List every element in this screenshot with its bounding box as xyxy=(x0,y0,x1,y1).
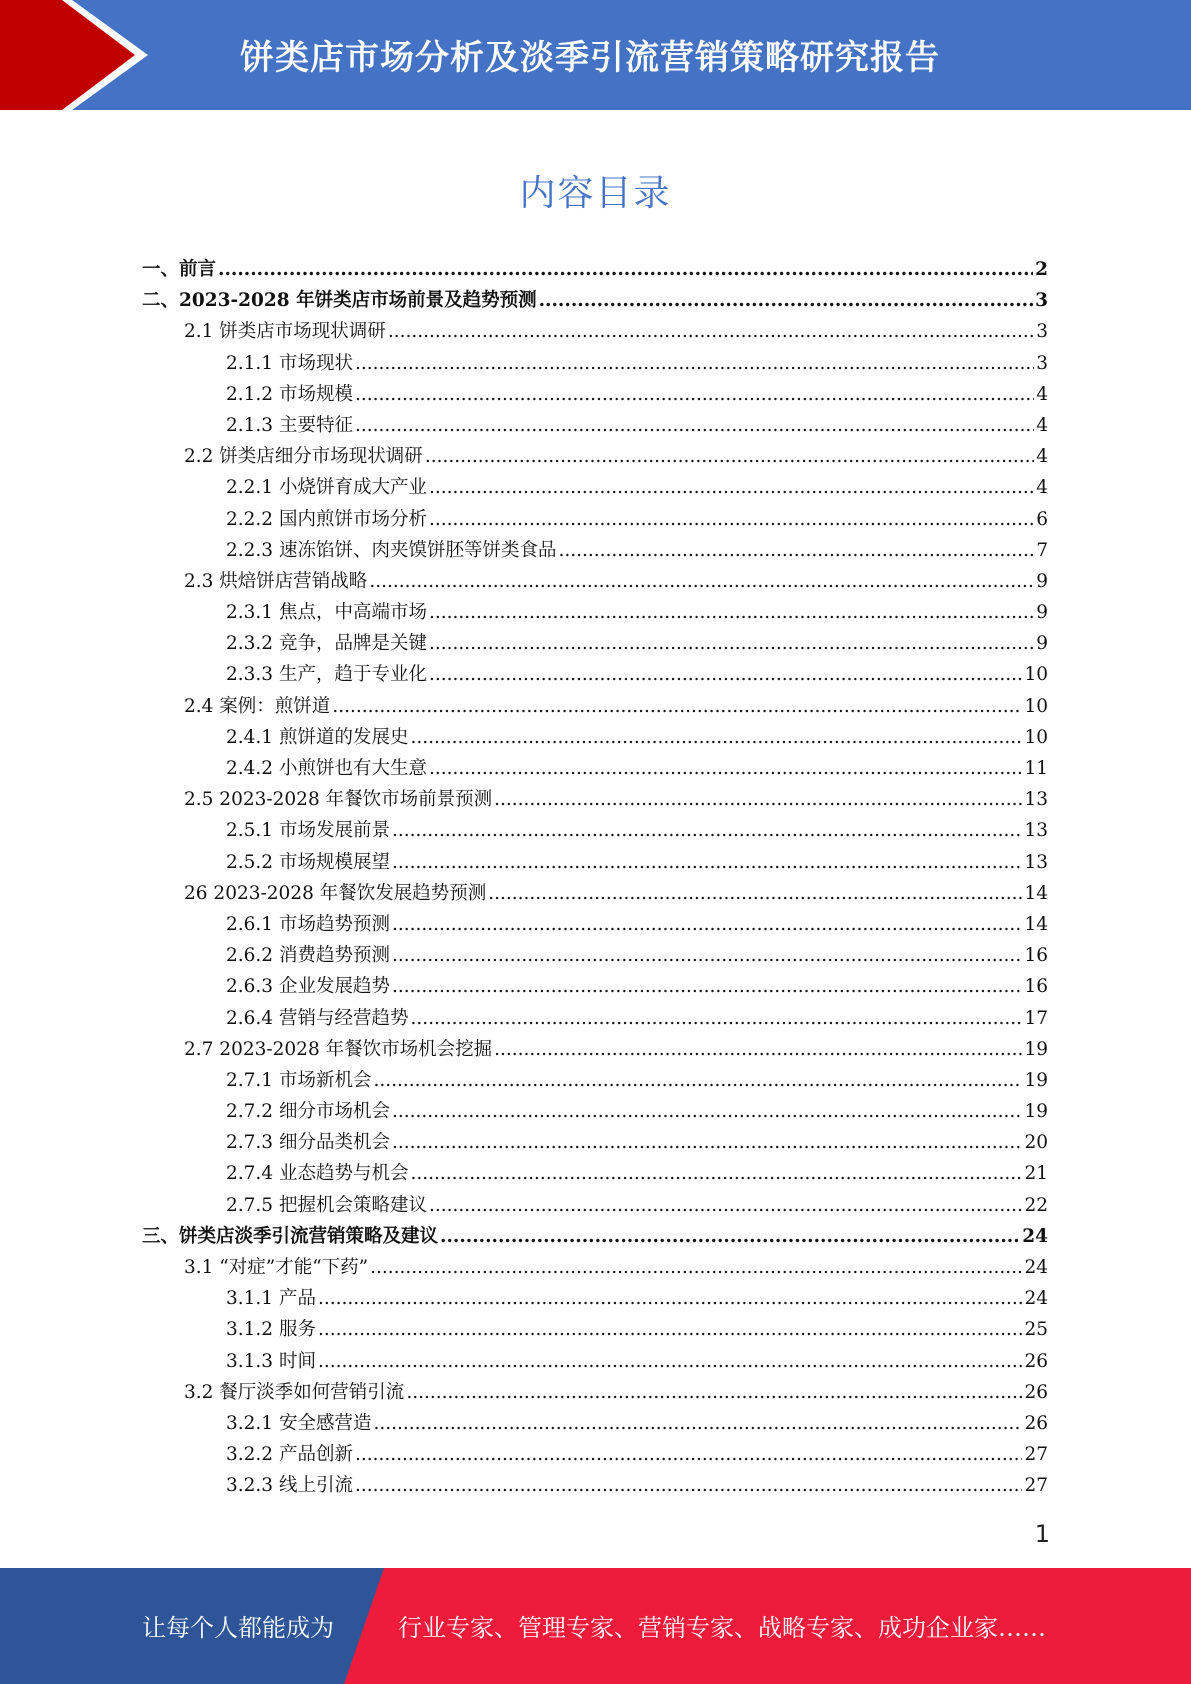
toc-entry[interactable] xyxy=(142,504,1048,535)
toc-dot-leader xyxy=(373,1408,1022,1439)
toc-entry-label: 2.2.3 速冻馅饼、肉夹馍饼胚等饼类食品 xyxy=(226,539,557,561)
toc-entry[interactable] xyxy=(142,1408,1048,1439)
toc-entry-label: 2.4.2 小煎饼也有大生意 xyxy=(226,758,427,779)
toc-entry-label: 2.1.2 市场规模 xyxy=(226,383,353,405)
toc-entry-page: 26 xyxy=(1024,1412,1048,1434)
toc-dot-leader xyxy=(318,1314,1023,1345)
toc-entry[interactable] xyxy=(142,410,1048,441)
toc-entry[interactable] xyxy=(142,285,1048,316)
toc-entry-page: 4 xyxy=(1036,383,1048,405)
toc-entry[interactable] xyxy=(142,1158,1048,1189)
toc-entry-label: 2.7.5 把握机会策略建议 xyxy=(226,1194,427,1216)
toc-entry-label: 二、2023-2028 年饼类店市场前景及趋势预测 xyxy=(142,290,537,312)
toc-entry-label: 2.3.2 竞争，品牌是关键 xyxy=(226,633,427,655)
toc-dot-leader xyxy=(429,472,1034,503)
toc-dot-leader xyxy=(494,784,1022,815)
toc-entry-page: 17 xyxy=(1024,1007,1048,1029)
toc-entry-label: 2.6.2 消费趋势预测 xyxy=(226,945,390,967)
toc-entry[interactable] xyxy=(142,940,1048,971)
toc-entry-page: 9 xyxy=(1036,602,1048,624)
toc-dot-leader xyxy=(558,535,1034,566)
toc-entry-page: 7 xyxy=(1036,539,1048,561)
toc-entry[interactable] xyxy=(142,379,1048,410)
toc-entry[interactable] xyxy=(142,1096,1048,1127)
toc-entry[interactable] xyxy=(142,348,1048,379)
toc-dot-leader xyxy=(318,1283,1023,1314)
toc-entry-page: 3 xyxy=(1036,352,1048,374)
toc-entry[interactable] xyxy=(142,691,1048,722)
toc-entry-page: 26 xyxy=(1024,1350,1048,1372)
toc-entry[interactable] xyxy=(142,1314,1048,1345)
toc-dot-leader xyxy=(494,1034,1022,1065)
toc-dot-leader xyxy=(392,1096,1022,1127)
toc-entry-label: 2.4.1 煎饼道的发展史 xyxy=(226,726,409,748)
toc-entry-label: 2.7 2023-2028 年餐饮市场机会挖掘 xyxy=(184,1038,493,1060)
toc-entry-label: 2.7.4 业态趋势与机会 xyxy=(226,1163,409,1185)
toc-entry[interactable] xyxy=(142,909,1048,940)
toc-entry-page: 4 xyxy=(1036,446,1048,468)
toc-entry-page: 13 xyxy=(1024,789,1048,811)
toc-entry[interactable] xyxy=(142,1252,1048,1283)
toc-dot-leader xyxy=(425,441,1034,472)
toc-entry-page: 14 xyxy=(1024,882,1048,904)
report-header xyxy=(0,0,1191,110)
footer-banner xyxy=(0,1568,1191,1684)
toc-entry[interactable] xyxy=(142,1439,1048,1470)
toc-entry-page: 24 xyxy=(1024,1288,1048,1310)
toc-entry-label: 2.6.4 营销与经营趋势 xyxy=(226,1007,409,1029)
toc-entry-page: 6 xyxy=(1036,508,1048,530)
toc-entry-page: 3 xyxy=(1036,321,1048,343)
toc-entry-label: 3.2.2 产品创新 xyxy=(226,1444,353,1466)
toc-entry[interactable] xyxy=(142,597,1048,628)
toc-dot-leader xyxy=(355,348,1034,379)
toc-dot-leader xyxy=(429,597,1034,628)
toc-dot-leader xyxy=(429,1190,1022,1221)
toc-entry-page: 20 xyxy=(1024,1132,1048,1154)
toc-entry-label: 2.6.3 企业发展趋势 xyxy=(226,976,390,998)
footer-expert-list: 行业专家、管理专家、营销专家、战略专家、成功企业家…… xyxy=(398,1614,1046,1642)
toc-entry-label: 2.3.1 焦点，中高端市场 xyxy=(226,602,427,624)
toc-dot-leader xyxy=(373,1065,1022,1096)
toc-entry-page: 10 xyxy=(1024,726,1048,748)
toc-entry-label: 2.5 2023-2028 年餐饮市场前景预测 xyxy=(184,789,493,811)
toc-entry-label: 2.2.1 小烧饼育成大产业 xyxy=(226,477,427,499)
toc-dot-leader xyxy=(392,815,1022,846)
toc-entry-label: 2.3.3 生产，趋于专业化 xyxy=(226,664,427,686)
toc-entry[interactable] xyxy=(142,316,1048,347)
toc-dot-leader xyxy=(410,722,1022,753)
toc-entry-label: 2.7.1 市场新机会 xyxy=(226,1069,372,1091)
toc-dot-leader xyxy=(355,1470,1023,1501)
toc-entry[interactable] xyxy=(142,659,1048,690)
toc-entry[interactable] xyxy=(142,784,1048,815)
toc-dot-leader xyxy=(429,628,1034,659)
toc-entry-page: 24 xyxy=(1024,1257,1048,1278)
toc-dot-leader xyxy=(369,566,1034,597)
toc-dot-leader xyxy=(429,504,1034,535)
toc-entry[interactable] xyxy=(142,472,1048,503)
toc-entry-page: 9 xyxy=(1036,633,1048,655)
toc-dot-leader xyxy=(392,1127,1022,1158)
toc-entry-label: 一、前言 xyxy=(142,259,217,280)
toc-entry[interactable] xyxy=(142,971,1048,1002)
toc-entry-page: 27 xyxy=(1024,1475,1048,1497)
toc-entry-page: 26 xyxy=(1024,1381,1048,1403)
toc-entry-page: 2 xyxy=(1035,259,1048,280)
toc-entry-label: 2.6.1 市场趋势预测 xyxy=(226,913,390,935)
toc-dot-leader xyxy=(392,847,1022,878)
table-of-contents xyxy=(142,254,1048,1502)
toc-entry-label: 2.2 饼类店细分市场现状调研 xyxy=(184,446,423,468)
toc-entry-label: 26 2023-2028 年餐饮发展趋势预测 xyxy=(184,882,487,904)
toc-entry[interactable] xyxy=(142,1346,1048,1377)
toc-entry-label: 3.1.1 产品 xyxy=(226,1288,316,1310)
toc-entry-page: 4 xyxy=(1036,477,1048,499)
toc-dot-leader xyxy=(355,1439,1023,1470)
toc-entry[interactable] xyxy=(142,1065,1048,1096)
footer-slogan: 让每个人都能成为 xyxy=(142,1614,334,1642)
toc-dot-leader xyxy=(392,909,1022,940)
toc-dot-leader xyxy=(429,659,1022,690)
toc-entry-label: 3.1.2 服务 xyxy=(226,1319,316,1341)
toc-dot-leader xyxy=(318,1346,1023,1377)
toc-entry-label: 3.1 “对症”才能“下药” xyxy=(184,1257,369,1278)
toc-entry-label: 2.3 烘焙饼店营销战略 xyxy=(184,570,368,592)
toc-entry[interactable] xyxy=(142,753,1048,784)
toc-dot-leader xyxy=(539,285,1034,316)
toc-entry[interactable] xyxy=(142,1221,1048,1252)
toc-entry-page: 11 xyxy=(1024,758,1048,779)
toc-entry[interactable] xyxy=(142,1377,1048,1408)
toc-dot-leader xyxy=(410,1003,1022,1034)
toc-entry[interactable] xyxy=(142,254,1048,285)
report-title: 饼类店市场分析及淡季引流营销策略研究报告 xyxy=(240,38,940,78)
toc-entry[interactable] xyxy=(142,1034,1048,1065)
toc-entry-page: 10 xyxy=(1024,695,1048,717)
toc-entry-page: 16 xyxy=(1024,976,1048,998)
toc-dot-leader xyxy=(440,1221,1020,1252)
toc-entry[interactable] xyxy=(142,441,1048,472)
toc-dot-leader xyxy=(355,379,1034,410)
toc-entry-label: 2.4 案例：煎饼道 xyxy=(184,695,331,717)
toc-dot-leader xyxy=(392,971,1022,1002)
toc-entry-page: 21 xyxy=(1024,1163,1048,1185)
toc-entry[interactable] xyxy=(142,815,1048,846)
toc-entry-label: 2.7.2 细分市场机会 xyxy=(226,1101,390,1123)
toc-entry-page: 19 xyxy=(1024,1069,1048,1091)
toc-entry-label: 3.2.3 线上引流 xyxy=(226,1475,353,1497)
toc-entry-page: 16 xyxy=(1024,945,1048,967)
toc-dot-leader xyxy=(388,316,1034,347)
toc-dot-leader xyxy=(406,1377,1022,1408)
toc-entry[interactable] xyxy=(142,722,1048,753)
toc-entry-label: 3.2.1 安全感营造 xyxy=(226,1412,372,1434)
toc-title: 内容目录 xyxy=(519,173,672,214)
toc-dot-leader xyxy=(370,1252,1022,1283)
toc-entry-page: 19 xyxy=(1024,1038,1048,1060)
toc-entry[interactable] xyxy=(142,878,1048,909)
toc-entry[interactable] xyxy=(142,535,1048,566)
toc-entry[interactable] xyxy=(142,1190,1048,1221)
toc-entry-label: 2.1.3 主要特征 xyxy=(226,414,353,436)
toc-entry-page: 19 xyxy=(1024,1101,1048,1123)
toc-entry-label: 2.5.2 市场规模展望 xyxy=(226,851,390,873)
toc-dot-leader xyxy=(429,753,1022,784)
toc-entry-page: 10 xyxy=(1024,664,1048,686)
toc-dot-leader xyxy=(488,878,1022,909)
toc-dot-leader xyxy=(410,1158,1022,1189)
toc-entry[interactable] xyxy=(142,1470,1048,1501)
toc-entry-page: 14 xyxy=(1024,913,1048,935)
toc-entry[interactable] xyxy=(142,628,1048,659)
toc-entry-label: 三、饼类店淡季引流营销策略及建议 xyxy=(142,1225,439,1247)
toc-entry-page: 27 xyxy=(1024,1444,1048,1466)
toc-entry-page: 13 xyxy=(1024,820,1048,842)
toc-dot-leader xyxy=(332,691,1022,722)
toc-entry[interactable] xyxy=(142,1127,1048,1158)
toc-entry-page: 22 xyxy=(1024,1194,1048,1216)
toc-entry[interactable] xyxy=(142,847,1048,878)
toc-entry-label: 2.5.1 市场发展前景 xyxy=(226,820,390,842)
toc-entry-label: 2.2.2 国内煎饼市场分析 xyxy=(226,508,427,530)
toc-entry-page: 13 xyxy=(1024,851,1048,873)
toc-entry-page: 9 xyxy=(1036,570,1048,592)
toc-entry[interactable] xyxy=(142,1283,1048,1314)
toc-entry-label: 3.2 餐厅淡季如何营销引流 xyxy=(184,1381,405,1403)
toc-entry-page: 3 xyxy=(1035,290,1048,312)
toc-dot-leader xyxy=(355,410,1034,441)
toc-entry-page: 24 xyxy=(1022,1225,1048,1247)
toc-entry-label: 2.1 饼类店市场现状调研 xyxy=(184,321,386,343)
toc-entry-label: 2.1.1 市场现状 xyxy=(226,352,353,374)
toc-dot-leader xyxy=(392,940,1022,971)
toc-entry[interactable] xyxy=(142,566,1048,597)
page-number: 1 xyxy=(1034,1520,1050,1548)
toc-entry-label: 2.7.3 细分品类机会 xyxy=(226,1132,390,1154)
toc-entry-page: 4 xyxy=(1036,414,1048,436)
toc-entry-page: 25 xyxy=(1024,1319,1048,1341)
toc-dot-leader xyxy=(218,254,1033,285)
toc-entry[interactable] xyxy=(142,1003,1048,1034)
toc-entry-label: 3.1.3 时间 xyxy=(226,1350,316,1372)
